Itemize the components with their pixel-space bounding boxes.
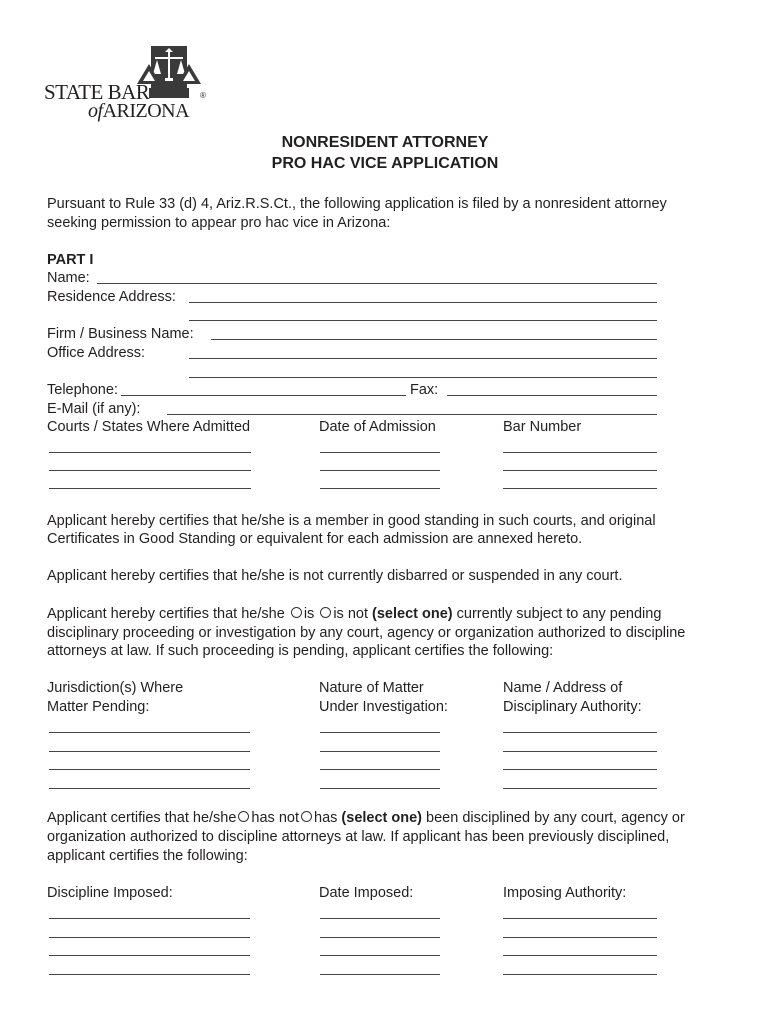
- authority-field[interactable]: [503, 732, 657, 733]
- fax-field[interactable]: [447, 395, 657, 396]
- logo-line2: [88, 100, 189, 123]
- court-field[interactable]: [49, 488, 251, 489]
- email-label: E-Mail (if any):: [47, 401, 141, 417]
- pending-col1-line1: Jurisdiction(s) Where: [47, 680, 184, 696]
- office-label: Office Address:: [47, 345, 146, 361]
- court-field[interactable]: [49, 470, 251, 471]
- fax-label: Fax:: [410, 382, 439, 398]
- jurisdiction-field[interactable]: [49, 732, 250, 733]
- intro-line2: seeking permission to appear pro hac vice in Arizona:: [47, 215, 391, 231]
- imposing-authority-field[interactable]: [503, 974, 657, 975]
- date-imposed-field[interactable]: [320, 955, 440, 956]
- certify3-suffix: currently subject to any pending: [456, 606, 662, 622]
- jurisdiction-field[interactable]: [49, 769, 250, 770]
- pending-col3-line2: Disciplinary Authority:: [503, 699, 642, 715]
- bar-number-field[interactable]: [503, 488, 657, 489]
- imposing-authority-field[interactable]: [503, 918, 657, 919]
- authority-field[interactable]: [503, 769, 657, 770]
- discipline-col1-header: Discipline Imposed:: [47, 885, 173, 901]
- intro-line1: Pursuant to Rule 33 (d) 4, Ariz.R.S.Ct., the following application is filed by a nonresident attorney: [47, 196, 667, 212]
- jurisdiction-field[interactable]: [49, 751, 250, 752]
- imposing-authority-field[interactable]: [503, 955, 657, 956]
- certify4-line3: applicant certifies the following:: [47, 848, 248, 864]
- pending-col2-line2: Under Investigation:: [319, 699, 448, 715]
- bar-number-field[interactable]: [503, 470, 657, 471]
- pending-col3-line1: Name / Address of: [503, 680, 623, 696]
- certify4-line2: organization authorized to discipline attorneys at law. If applicant has been previously disciplined,: [47, 829, 670, 845]
- is-radio[interactable]: [291, 607, 302, 618]
- name-field[interactable]: [97, 283, 657, 284]
- certify3-prefix: Applicant hereby certifies that he/she: [47, 606, 285, 622]
- date-imposed-field[interactable]: [320, 937, 440, 938]
- certify4-line1: [47, 809, 685, 827]
- firm-label: Firm / Business Name:: [47, 326, 194, 342]
- logo-line2-prefix: of: [88, 100, 103, 122]
- has-not-option-label: has not: [251, 810, 299, 826]
- discipline-col2-header: Date Imposed:: [319, 885, 414, 901]
- authority-field[interactable]: [503, 751, 657, 752]
- residence-address-field-1[interactable]: [189, 302, 657, 303]
- name-label: Name:: [47, 270, 90, 286]
- admission-date-field[interactable]: [320, 470, 440, 471]
- jurisdiction-field[interactable]: [49, 788, 250, 789]
- logo-line2-text: ARIZONA: [102, 100, 190, 122]
- certify2-line1: Applicant hereby certifies that he/she is not currently disbarred or suspended in any court.: [47, 568, 623, 584]
- certify3-line1: [47, 605, 661, 623]
- admission-date-field[interactable]: [320, 452, 440, 453]
- discipline-imposed-field[interactable]: [49, 937, 250, 938]
- part1-heading: PART I: [47, 252, 94, 268]
- col-courts-header: Courts / States Where Admitted: [47, 419, 251, 435]
- pending-col1-line2: Matter Pending:: [47, 699, 150, 715]
- nature-field[interactable]: [320, 788, 440, 789]
- imposing-authority-field[interactable]: [503, 937, 657, 938]
- nature-field[interactable]: [320, 732, 440, 733]
- date-imposed-field[interactable]: [320, 918, 440, 919]
- office-address-field-1[interactable]: [189, 358, 657, 359]
- authority-field[interactable]: [503, 788, 657, 789]
- email-field[interactable]: [167, 414, 657, 415]
- nature-field[interactable]: [320, 751, 440, 752]
- certify3-line2: disciplinary proceeding or investigation by any court, agency or organization authorized to discipline: [47, 625, 686, 641]
- discipline-imposed-field[interactable]: [49, 974, 250, 975]
- bar-number-field[interactable]: [503, 452, 657, 453]
- certify3-line3: attorneys at law. If such proceeding is pending, applicant certifies the following:: [47, 643, 554, 659]
- page-title-line2: PRO HAC VICE APPLICATION: [271, 155, 499, 172]
- certify1-line1: Applicant hereby certifies that he/she is a member in good standing in such courts, and original: [47, 513, 656, 529]
- certify4-prefix: Applicant certifies that he/she: [47, 810, 237, 826]
- certify1-line2: Certificates in Good Standing or equivalent for each admission are annexed hereto.: [47, 531, 583, 547]
- firm-name-field[interactable]: [211, 339, 657, 340]
- is-not-radio[interactable]: [320, 607, 331, 618]
- col-date-header: Date of Admission: [319, 419, 436, 435]
- admission-date-field[interactable]: [320, 488, 440, 489]
- page-title-line1: NONRESIDENT ATTORNEY: [281, 134, 489, 151]
- has-radio[interactable]: [301, 811, 312, 822]
- pending-col2-line1: Nature of Matter: [319, 680, 424, 696]
- has-option-label: has: [314, 810, 338, 826]
- certify4-suffix: been disciplined by any court, agency or: [426, 810, 685, 826]
- discipline-imposed-field[interactable]: [49, 955, 250, 956]
- telephone-field[interactable]: [121, 395, 406, 396]
- discipline-col3-header: Imposing Authority:: [503, 885, 627, 901]
- office-address-field-2[interactable]: [189, 377, 657, 378]
- court-field[interactable]: [49, 452, 251, 453]
- col-bar-header: Bar Number: [503, 419, 582, 435]
- date-imposed-field[interactable]: [320, 974, 440, 975]
- telephone-label: Telephone:: [47, 382, 118, 398]
- discipline-imposed-field[interactable]: [49, 918, 250, 919]
- has-not-radio[interactable]: [238, 811, 249, 822]
- registered-mark: ®: [200, 91, 206, 100]
- select-one-note: (select one): [372, 606, 453, 622]
- residence-label: Residence Address:: [47, 289, 176, 305]
- logo-line1: STATE BAR: [44, 80, 150, 104]
- residence-address-field-2[interactable]: [189, 320, 657, 321]
- select-one-note: (select one): [341, 810, 423, 826]
- is-option-label: is: [303, 606, 315, 622]
- nature-field[interactable]: [320, 769, 440, 770]
- is-not-option-label: is not: [333, 606, 368, 622]
